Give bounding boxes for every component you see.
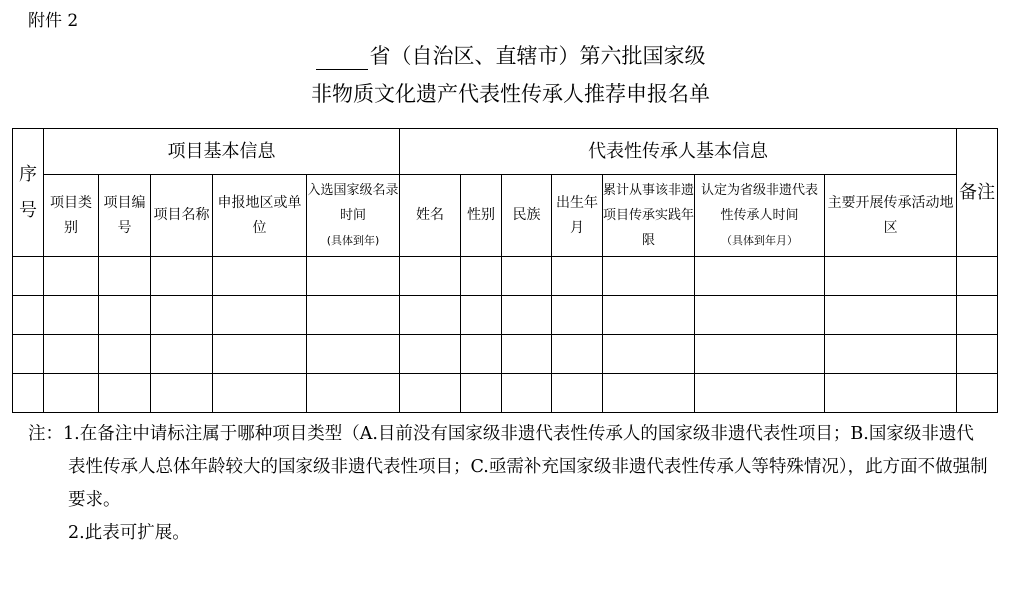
col-name: 姓名 xyxy=(400,175,461,257)
table-cell[interactable] xyxy=(151,257,213,296)
table-cell[interactable] xyxy=(502,257,552,296)
table-cell[interactable] xyxy=(552,257,603,296)
attachment-label: 附件 2 xyxy=(28,11,79,31)
table-cell[interactable] xyxy=(99,374,151,413)
table-cell[interactable] xyxy=(400,335,461,374)
table-cell[interactable] xyxy=(44,257,99,296)
table-cell[interactable] xyxy=(502,374,552,413)
table-cell[interactable] xyxy=(957,335,998,374)
table-cell[interactable] xyxy=(44,296,99,335)
nomination-table xyxy=(12,128,998,413)
table-cell[interactable] xyxy=(307,296,400,335)
col-practice-years: 累计从事该非遗项目传承实践年限 xyxy=(603,175,695,257)
table-row xyxy=(13,257,998,296)
title-line-1-text: 省（自治区、直辖市）第六批国家级 xyxy=(369,44,706,68)
table-cell[interactable] xyxy=(99,296,151,335)
table-cell[interactable] xyxy=(151,374,213,413)
table-row xyxy=(13,374,998,413)
table-cell[interactable] xyxy=(99,257,151,296)
table-cell[interactable] xyxy=(13,374,44,413)
inheritor-info-header: 代表性传承人基本信息 xyxy=(400,129,957,175)
remarks-header: 备注 xyxy=(957,129,998,257)
table-cell[interactable] xyxy=(400,296,461,335)
table-cell[interactable] xyxy=(957,374,998,413)
table-cell[interactable] xyxy=(213,374,307,413)
table-cell[interactable] xyxy=(44,374,99,413)
table-cell[interactable] xyxy=(13,257,44,296)
table-cell[interactable] xyxy=(825,257,957,296)
col-project-name: 项目名称 xyxy=(151,175,213,257)
table-cell[interactable] xyxy=(213,335,307,374)
col-project-type: 项目类别 xyxy=(44,175,99,257)
table-cell[interactable] xyxy=(957,257,998,296)
table-cell[interactable] xyxy=(44,335,99,374)
table-cell[interactable] xyxy=(695,296,825,335)
table-cell[interactable] xyxy=(695,335,825,374)
table-cell[interactable] xyxy=(695,257,825,296)
table-cell[interactable] xyxy=(603,296,695,335)
title-line-1 xyxy=(0,40,1021,70)
col-project-number: 项目编号 xyxy=(99,175,151,257)
table-row xyxy=(13,335,998,374)
col-listing-time: 入选国家级名录时间 (具体到年) xyxy=(307,175,400,257)
project-info-header: 项目基本信息 xyxy=(44,129,400,175)
table-cell[interactable] xyxy=(825,335,957,374)
table-cell[interactable] xyxy=(461,296,502,335)
col-region-unit: 申报地区或单位 xyxy=(213,175,307,257)
table-row xyxy=(13,296,998,335)
table-cell[interactable] xyxy=(825,296,957,335)
table-cell[interactable] xyxy=(695,374,825,413)
table-cell[interactable] xyxy=(603,374,695,413)
table-cell[interactable] xyxy=(307,335,400,374)
seq-header: 序号 xyxy=(13,129,44,257)
table-cell[interactable] xyxy=(957,296,998,335)
table-cell[interactable] xyxy=(99,335,151,374)
table-cell[interactable] xyxy=(552,374,603,413)
table-cell[interactable] xyxy=(461,335,502,374)
table-cell[interactable] xyxy=(461,257,502,296)
table-cell[interactable] xyxy=(151,296,213,335)
table-cell[interactable] xyxy=(400,374,461,413)
col-gender: 性别 xyxy=(461,175,502,257)
col-ethnicity: 民族 xyxy=(502,175,552,257)
title-line-2: 非物质文化遗产代表性传承人推荐申报名单 xyxy=(311,82,710,106)
table-cell[interactable] xyxy=(400,257,461,296)
note-1: 注：1.在备注中请标注属于哪种项目类型（A.目前没有国家级非遗代表性传承人的国家级非遗代表性项目；B.国家级非遗代表性传承人总体年龄较大的国家级非遗代表性项目；C.亟需补充国家级非遗代表性传承人等特殊情况），此方面不做强制要求。 xyxy=(28,424,988,510)
table-cell[interactable] xyxy=(307,257,400,296)
table-cell[interactable] xyxy=(461,374,502,413)
province-blank[interactable] xyxy=(316,48,368,70)
note-2: 2.此表可扩展。 xyxy=(68,523,190,543)
col-recognized-time: 认定为省级非遗代表性传承人时间 （具体到年月） xyxy=(695,175,825,257)
col-main-area: 主要开展传承活动地区 xyxy=(825,175,957,257)
table-cell[interactable] xyxy=(502,296,552,335)
table-cell[interactable] xyxy=(825,374,957,413)
col-birth-date: 出生年月 xyxy=(552,175,603,257)
table-cell[interactable] xyxy=(13,335,44,374)
notes xyxy=(28,418,988,550)
table-cell[interactable] xyxy=(603,257,695,296)
table-cell[interactable] xyxy=(552,296,603,335)
table-cell[interactable] xyxy=(552,335,603,374)
table-cell[interactable] xyxy=(502,335,552,374)
table-cell[interactable] xyxy=(13,296,44,335)
table-cell[interactable] xyxy=(213,296,307,335)
table-cell[interactable] xyxy=(213,257,307,296)
table-cell[interactable] xyxy=(307,374,400,413)
table-cell[interactable] xyxy=(603,335,695,374)
table-cell[interactable] xyxy=(151,335,213,374)
